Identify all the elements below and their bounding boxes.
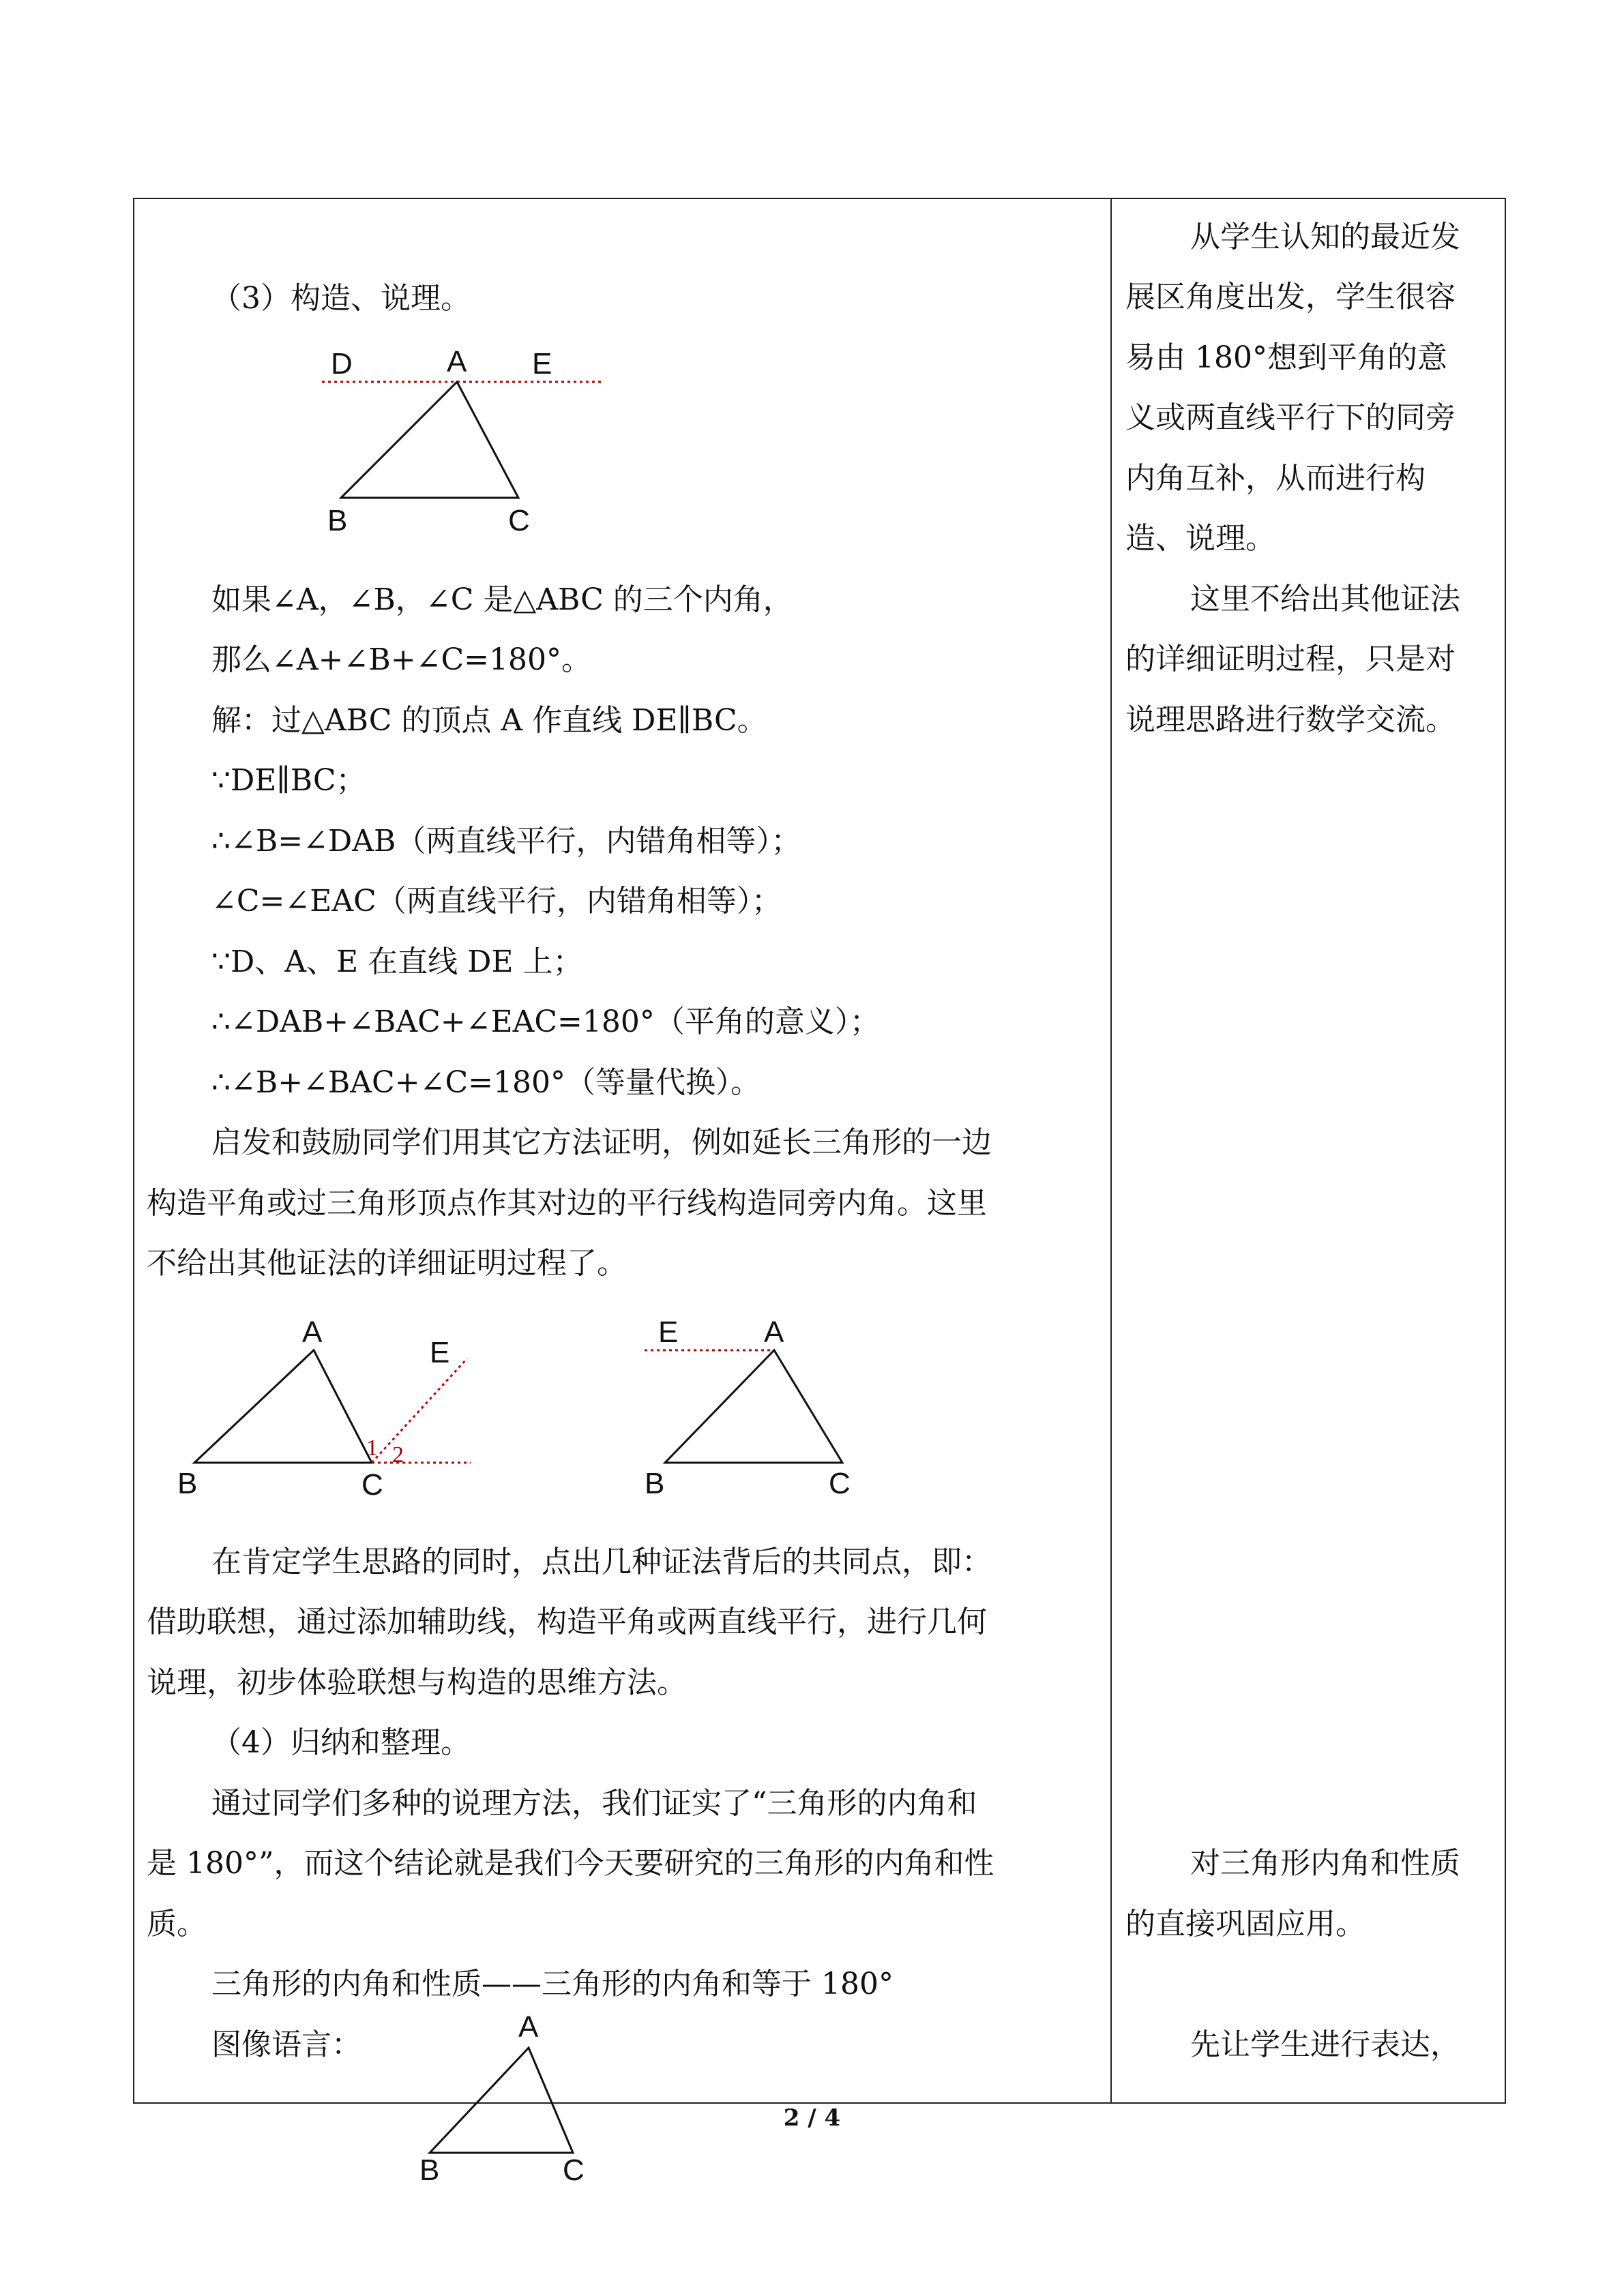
figure-extend-side: [167, 1309, 494, 1500]
label-a: A: [447, 345, 467, 378]
paragraph-line: 在肯定学生思路的同时，点出几种证法背后的共同点，即：: [211, 1545, 992, 1579]
proof-line: 解：过△ABC 的顶点 A 作直线 DE∥BC。: [211, 703, 767, 738]
label-b: B: [645, 1467, 665, 1500]
step3-heading: （3）构造、说理。: [211, 281, 471, 316]
side-note-line: 对三角形内角和性质: [1190, 1846, 1460, 1881]
proof-line: ∵D、A、E 在直线 DE 上；: [211, 944, 583, 979]
proof-line: ∠C=∠EAC（两直线平行，内错角相等）；: [211, 884, 782, 919]
label-e: E: [658, 1315, 679, 1349]
property-statement: 三角形的内角和性质——三角形的内角和等于 180°: [211, 1967, 894, 2001]
label-d: D: [331, 347, 353, 381]
label-a: A: [518, 2010, 539, 2044]
label-c: C: [361, 1468, 383, 1500]
angle-1-label: 1: [366, 1435, 378, 1461]
figure-parallel-through-a: [634, 1309, 894, 1500]
side-note-line: 的详细证明过程，只是对: [1125, 642, 1456, 676]
side-note-line: 从学生认知的最近发: [1190, 220, 1460, 254]
label-e: E: [532, 347, 552, 381]
paragraph-line: 启发和鼓励同学们用其它方法证明，例如延长三角形的一边: [211, 1125, 992, 1160]
step4-heading: （4）归纳和整理。: [211, 1725, 471, 1760]
label-a: A: [302, 1315, 323, 1349]
image-language-label: 图像语言：: [211, 2027, 361, 2062]
triangle-abc: [430, 2048, 573, 2153]
side-note-line: 的直接巩固应用。: [1125, 1907, 1365, 1941]
label-c: C: [508, 504, 530, 537]
side-note-line: 先让学生进行表达，: [1190, 2027, 1460, 2062]
side-note-line: 义或两直线平行下的同旁: [1125, 400, 1456, 435]
proof-line: 如果∠A，∠B，∠C 是△ABC 的三个内角，: [211, 582, 793, 617]
proof-line: ∴∠DAB+∠BAC+∠EAC=180°（平角的意义）；: [211, 1004, 880, 1039]
side-note-line: 说理思路进行数学交流。: [1125, 702, 1456, 737]
proof-line: ∵DE∥BC；: [211, 763, 366, 798]
side-note-line: 造、说理。: [1125, 521, 1275, 556]
column-divider: [1110, 198, 1112, 2104]
triangle-abc: [194, 1350, 372, 1463]
paragraph-line: 构造平角或过三角形顶点作其对边的平行线构造同旁内角。这里: [147, 1186, 987, 1221]
paragraph-line: 是 180°”，而这个结论就是我们今天要研究的三角形的内角和性: [147, 1846, 994, 1881]
label-b: B: [177, 1467, 198, 1500]
side-note-line: 内角互补，从而进行构: [1125, 461, 1426, 496]
label-e: E: [430, 1336, 450, 1369]
side-note-line: 展区角度出发，学生很容: [1125, 280, 1456, 314]
paragraph-line: 说理，初步体验联想与构造的思维方法。: [147, 1665, 687, 1700]
triangle-abc: [665, 1350, 842, 1463]
label-a: A: [764, 1315, 784, 1349]
label-c: C: [563, 2153, 585, 2186]
label-c: C: [829, 1467, 851, 1500]
page-number: 2 / 4: [783, 2104, 841, 2132]
paragraph-line: 质。: [147, 1907, 207, 1941]
parallel-line-ce: [372, 1358, 467, 1463]
label-b: B: [327, 504, 348, 537]
proof-line: ∴∠B=∠DAB（两直线平行，内错角相等）；: [211, 824, 801, 859]
side-note-line: 易由 180°想到平角的意: [1125, 340, 1447, 375]
angle-2-label: 2: [392, 1442, 404, 1467]
paragraph-line: 通过同学们多种的说理方法，我们证实了“三角形的内角和: [211, 1786, 977, 1821]
label-b: B: [419, 2153, 440, 2186]
paragraph-line: 不给出其他证法的详细证明过程了。: [147, 1246, 627, 1281]
proof-line: 那么∠A+∠B+∠C=180°。: [211, 642, 591, 677]
figure-small-triangle: [409, 2008, 600, 2186]
side-note-line: 这里不给出其他证法: [1190, 582, 1460, 616]
proof-line: ∴∠B+∠BAC+∠C=180°（等量代换）。: [211, 1065, 761, 1100]
figure-triangle-de-parallel: [314, 341, 614, 546]
triangle-abc: [341, 382, 518, 498]
paragraph-line: 借助联想，通过添加辅助线，构造平角或两直线平行，进行几何: [147, 1605, 987, 1639]
